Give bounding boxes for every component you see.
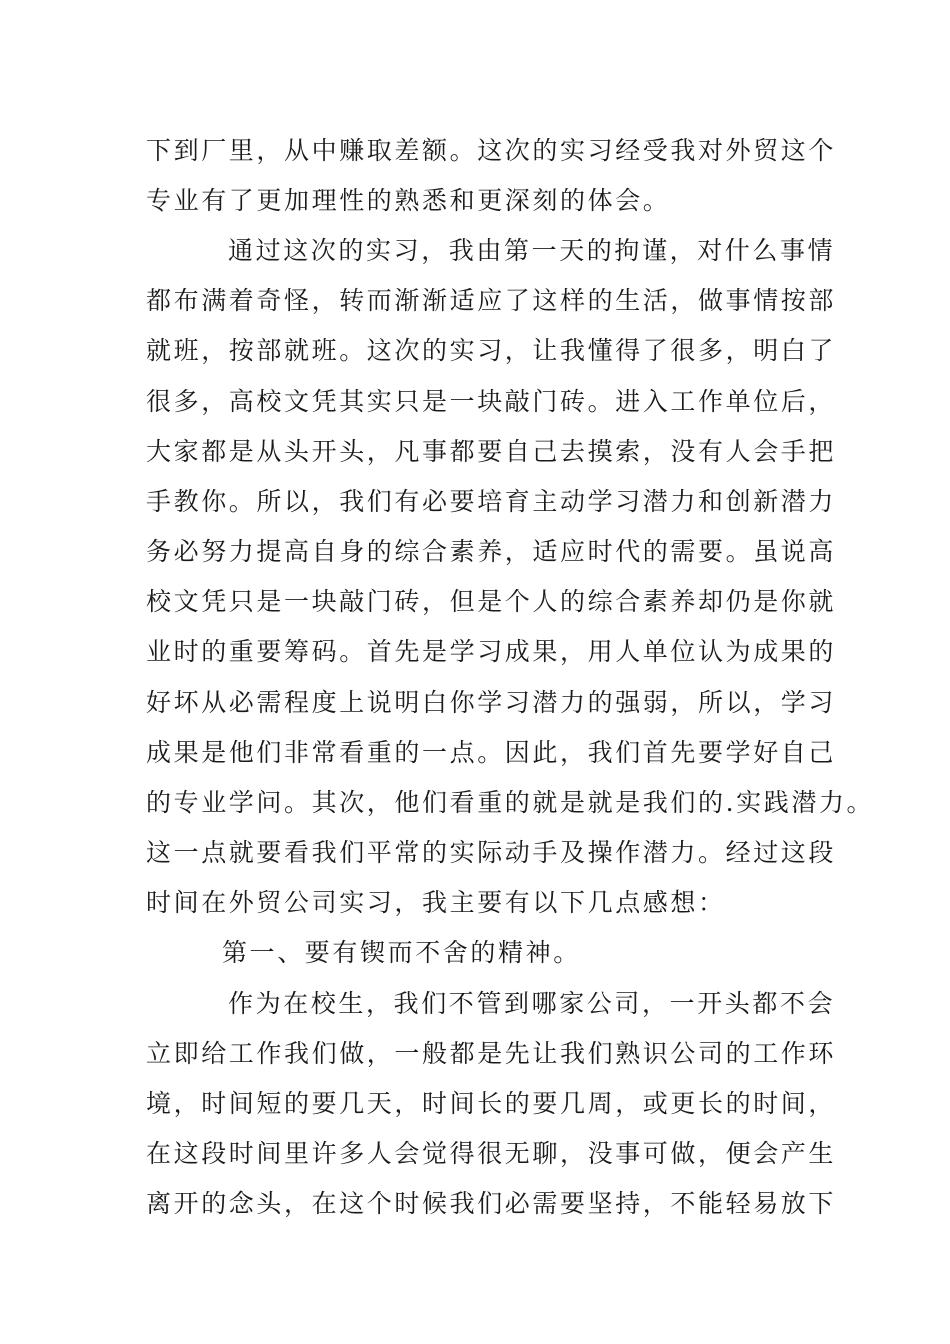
text-line: 成果是他们非常看重的一点。因此，我们首先要学好自己	[146, 738, 837, 767]
text-line: 时间在外贸公司实习，我主要有以下几点感想：	[146, 888, 726, 917]
text-line: 好坏从必需程度上说明白你学习潜力的强弱，所以，学习	[146, 688, 837, 717]
text-line: 业时的重要筹码。首先是学习成果，用人单位认为成果的	[146, 637, 837, 666]
text-line: 立即给工作我们做，一般都是先让我们熟识公司的工作环	[146, 1039, 837, 1068]
text-line: 在这段时间里许多人会觉得很无聊，没事可做，便会产生	[146, 1139, 837, 1168]
text-line: 校文凭只是一块敲门砖，但是个人的综合素养却仍是你就	[146, 587, 837, 616]
text-line: 离开的念头，在这个时候我们必需要坚持，不能轻易放下	[146, 1189, 837, 1218]
text-line: 就班，按部就班。这次的实习，让我懂得了很多，明白了	[146, 336, 837, 365]
section-heading: 第一、要有锲而不舍的精神。	[222, 938, 581, 967]
text-line: 下到厂里，从中赚取差额。这次的实习经受我对外贸这个	[146, 136, 837, 165]
text-line: 境，时间短的要几天，时间长的要几周，或更长的时间，	[146, 1089, 837, 1118]
text-line: 很多，高校文凭其实只是一块敲门砖。进入工作单位后，	[146, 387, 837, 416]
text-line: 务必努力提高自身的综合素养，适应时代的需要。虽说高	[146, 537, 837, 566]
paragraph-start-line: 通过这次的实习，我由第一天的拘谨，对什么事情	[228, 236, 836, 265]
text-line: 都布满着奇怪，转而渐渐适应了这样的生活，做事情按部	[146, 286, 837, 315]
text-line: 的专业学问。其次，他们看重的就是就是我们的.实践潜力。	[146, 788, 875, 817]
text-line: 手教你。所以，我们有必要培育主动学习潜力和创新潜力	[146, 487, 837, 516]
text-line: 这一点就要看我们平常的实际动手及操作潜力。经过这段	[146, 838, 837, 867]
paragraph-start-line: 作为在校生，我们不管到哪家公司，一开头都不会	[228, 989, 836, 1018]
text-line: 大家都是从头开头，凡事都要自己去摸索，没有人会手把	[146, 437, 837, 466]
text-line: 专业有了更加理性的熟悉和更深刻的体会。	[146, 186, 671, 215]
